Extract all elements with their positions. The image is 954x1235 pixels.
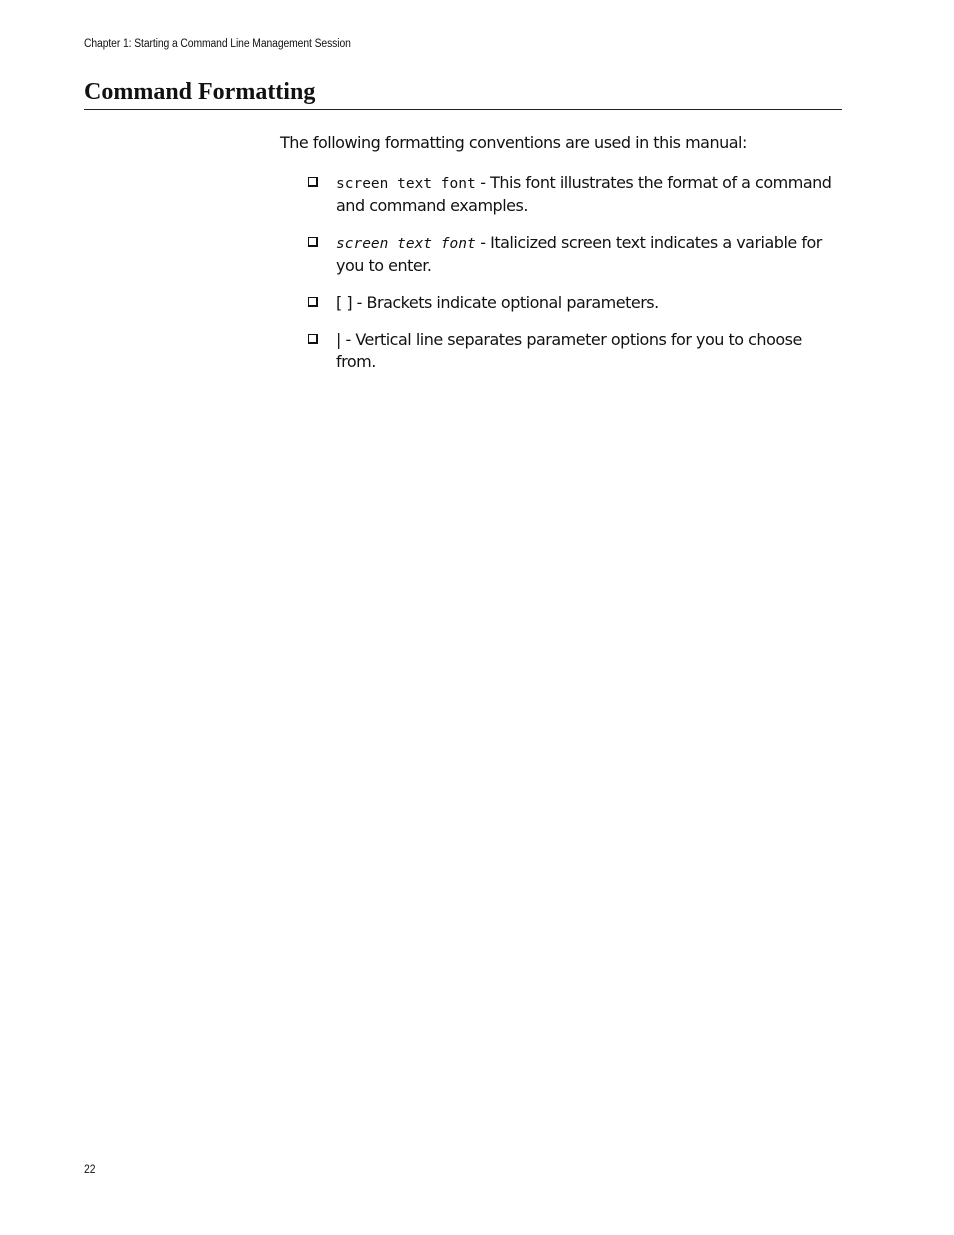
list-item (308, 172, 842, 217)
checkbox-bullet-icon (308, 177, 318, 187)
page-number: 22 (84, 1164, 96, 1176)
list-item (308, 292, 842, 314)
convention-description: - Brackets indicate optional parameters. (352, 293, 659, 312)
running-header: Chapter 1: Starting a Command Line Management Session (84, 38, 351, 50)
convention-description: - Vertical line separates parameter options for you to choose from. (336, 330, 802, 371)
checkbox-bullet-icon (308, 334, 318, 344)
section-title: Command Formatting (84, 79, 316, 105)
convention-description: - This font illustrates the format of a command and command examples. (336, 173, 832, 215)
checkbox-bullet-icon (308, 237, 318, 247)
conventions-list (308, 172, 842, 388)
list-item (308, 232, 842, 277)
convention-sample: [ ] (336, 293, 353, 312)
convention-sample: screen text font (336, 176, 476, 192)
convention-description: - Italicized screen text indicates a variable for you to enter. (336, 233, 822, 275)
convention-sample: | (336, 330, 341, 349)
intro-paragraph: The following formatting conventions are used in this manual: (280, 133, 747, 152)
list-item (308, 329, 842, 373)
checkbox-bullet-icon (308, 297, 318, 307)
title-rule (84, 109, 842, 110)
convention-sample: screen text font (336, 236, 476, 252)
